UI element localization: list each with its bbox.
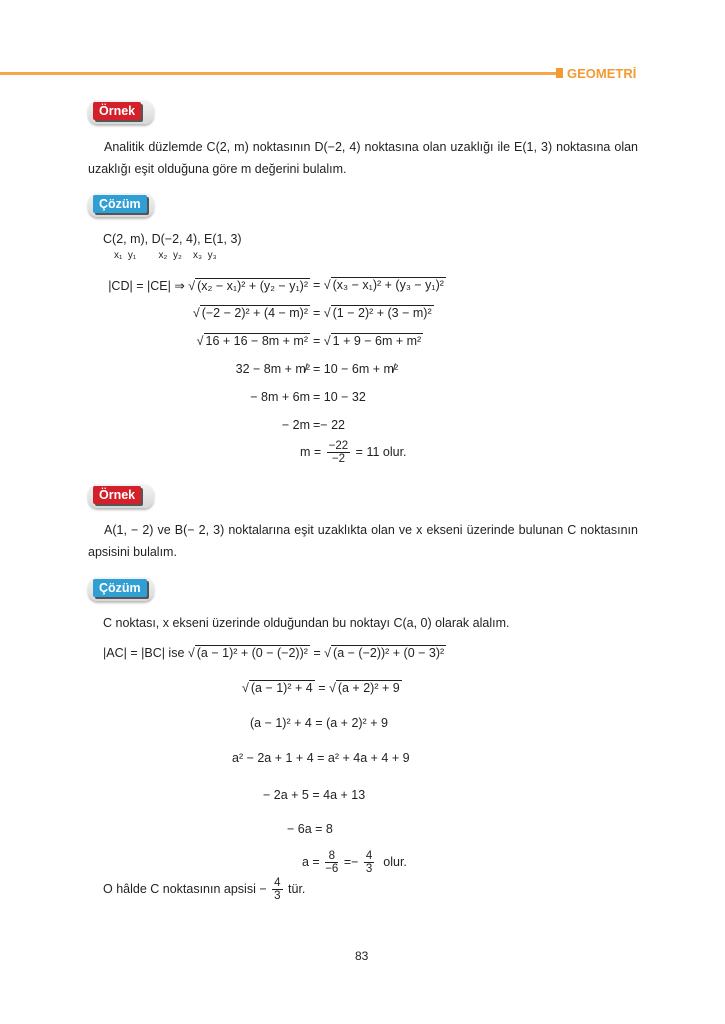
- coordinate-labels: x₁ y₁ x₂ y₂ x₃ y₃: [114, 250, 217, 261]
- equation-step: a² − 2a + 1 + 4 = a² + 4a + 4 + 9: [232, 751, 410, 765]
- radicand: (1 − 2)² + (3 − m)²: [332, 306, 432, 320]
- solution-badge-label: Çözüm: [93, 195, 147, 213]
- textbook-page: GEOMETRİ Örnek Analitik düzlemde C(2, m) noktasının D(−2, 4) noktasına olan uzaklığı ile E(1, 3) noktasına olan uzaklığı eşit olduğuna göre m değerini bulalım. Çözüm C(2, m), D(−2, 4), E(1, 3) x₁ y₁ x₂ y₂ x₃ y₃ |CD| = |CE| ⇒ √ (x₂ − x₁)² + (y₂ − y₁)² = √ (x₃ − x₁)² + (y₃ − y₁)² √ (−2 − 2)² + (4 − m)² = √ (1 − 2)² + (3 − m)² √ 16 + 16 − 8m + m² = √ 1 + 9 − 6m + m² 32 − 8m + m̸² = 10 − 6m + m̸² − 8m + 6m = 10 − 32 − 2m =− 22 m = $\frac{-22}{-2}$ = 11 olur. Örnek A(1, − 2) ve B(− 2, 3) noktalarına eşit uzaklıkta olan ve x ekseni üzerinde bulunan C noktasının apsisini bulalım. Çözüm C noktası, x ekseni üzerinde olduğundan bu noktayı C(a, 0) olarak alalım. |AC| = |BC| ise √ (a − 1)² + (0 − (−2))² = √ (a − (−2))² + (0 − 3)² √ (a − 1)² + 4 = √ (a + 2)² + 9 (a − 1)² + 4 = (a + 2)² + 9 a² − 2a + 1 + 4 = a² + 4a + 4 + 9 − 2a + 5 = 4a + 13 − 6a = 8 a = $\frac{8}{-6}$ =− $\frac{4}{3}$ olur. O hâlde C noktasının apsisi − $\frac{4}{3}$ tür. 83: [0, 0, 725, 1024]
- equation-step: − 2a + 5 = 4a + 13: [263, 788, 366, 802]
- radicand: 1 + 9 − 6m + m²: [332, 334, 422, 348]
- section-title: GEOMETRİ: [567, 66, 637, 81]
- example-badge: [88, 484, 154, 508]
- equation-step: − 6a = 8: [287, 822, 333, 836]
- example-badge: [88, 100, 154, 124]
- solution-badge-label: Çözüm: [93, 579, 147, 597]
- header-rule: [0, 72, 556, 75]
- radicand: (x₃ − x₁)² + (y₃ − y₁)²: [332, 278, 444, 292]
- equation-step: (a − 1)² + 4 = (a + 2)² + 9: [250, 716, 388, 730]
- final-result: a = $\frac{8}{-6}$ =− $\frac{4}{3}$ olur.: [302, 850, 407, 875]
- radicand: (x₂ − x₁)² + (y₂ − y₁)²: [197, 279, 308, 293]
- equation-step: |AC| = |BC| ise √ (a − 1)² + (0 − (−2))² = √ (a − (−2))² + (0 − 3)²: [103, 646, 445, 660]
- example-text: Analitik düzlemde C(2, m) noktasının D(−2, 4) noktasına olan uzaklığı ile E(1, 3) noktasına olan uzaklığı eşit olduğuna göre m değerini bulalım.: [88, 140, 638, 176]
- equation-step: √ (a − 1)² + 4 = √ (a + 2)² + 9: [242, 681, 400, 695]
- radicand: (−2 − 2)² + (4 − m)²: [201, 306, 308, 320]
- solution-badge: [88, 577, 154, 601]
- header-marker: [556, 68, 563, 78]
- page-number: 83: [355, 949, 369, 963]
- solution-intro: C noktası, x ekseni üzerinde olduğundan bu noktayı C(a, 0) olarak alalım.: [103, 616, 510, 630]
- points-line: C(2, m), D(−2, 4), E(1, 3): [103, 232, 242, 246]
- step-prefix: |CD| = |CE| ⇒: [108, 279, 189, 293]
- final-result: m = $\frac{-22}{-2}$ = 11 olur.: [300, 440, 407, 465]
- example-badge-label: Örnek: [93, 486, 141, 504]
- example-badge-label: Örnek: [93, 102, 141, 120]
- solution-badge: [88, 193, 154, 217]
- conclusion: O hâlde C noktasının apsisi − $\frac{4}{3}$ tür.: [103, 877, 306, 902]
- radicand: 16 + 16 − 8m + m²: [205, 334, 308, 348]
- example-text: A(1, − 2) ve B(− 2, 3) noktalarına eşit uzaklıkta olan ve x ekseni üzerinde bulunan C noktasının apsisini bulalım.: [88, 523, 638, 559]
